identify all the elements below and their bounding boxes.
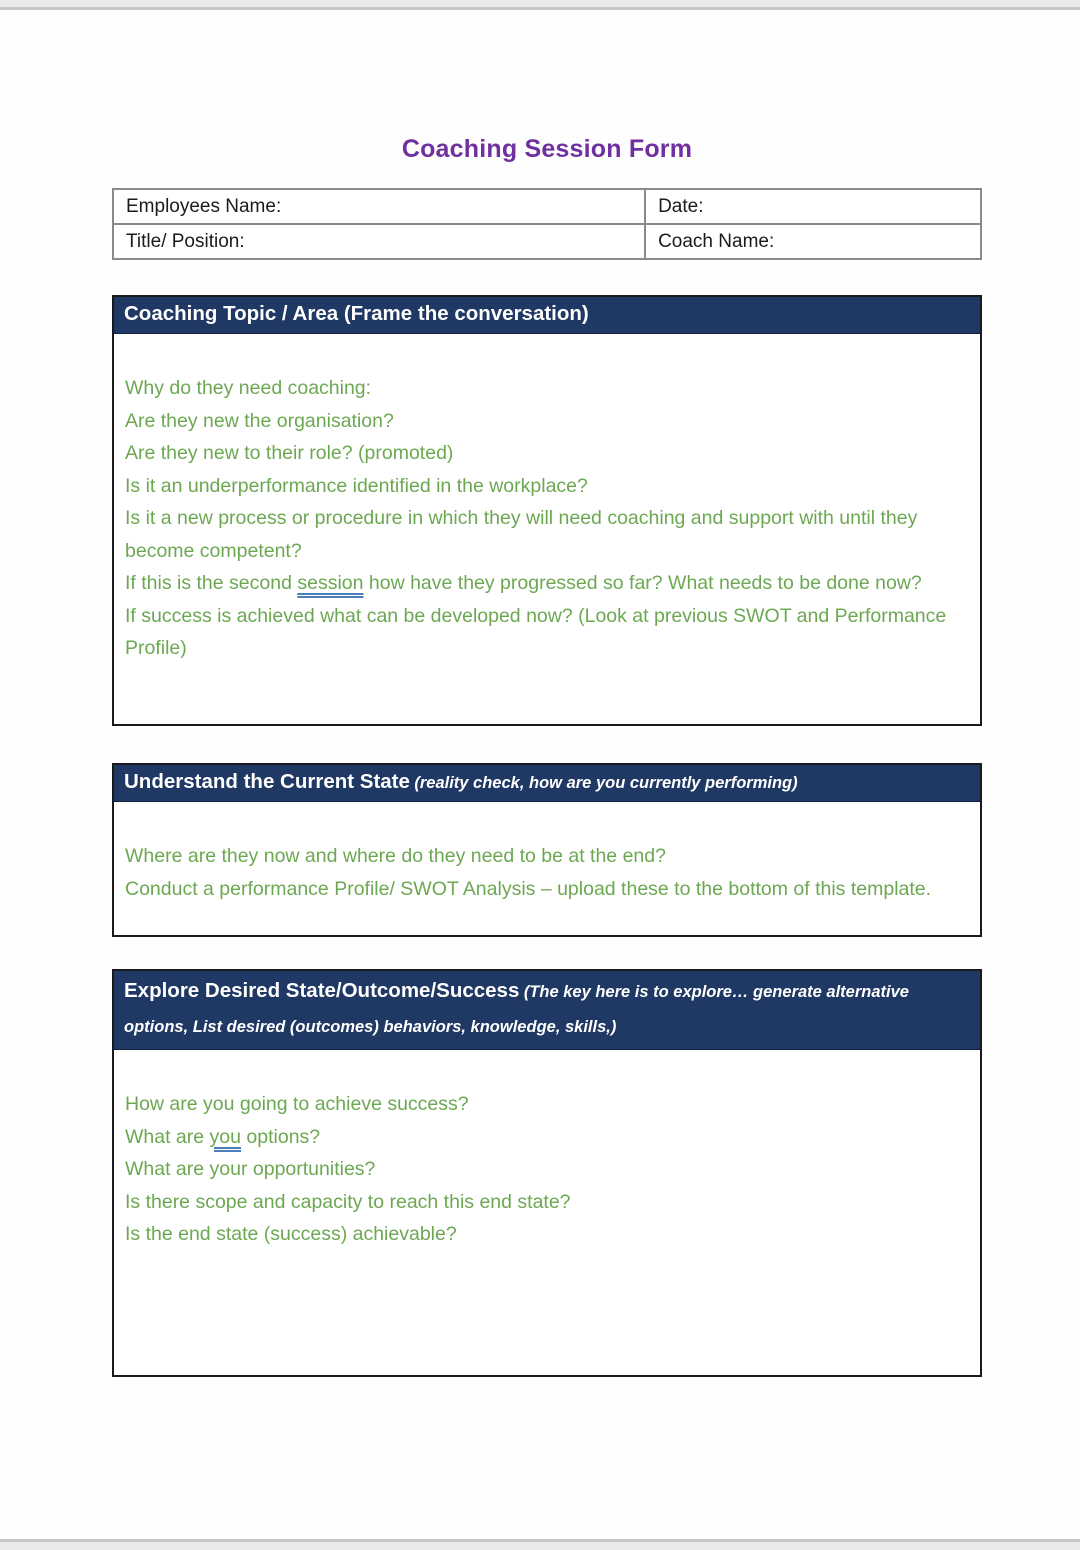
prompt-line: Are they new to their role? (promoted) <box>125 442 454 464</box>
prompt-line: What are your opportunities? <box>125 1158 376 1180</box>
grammar-underline-word: you <box>209 1125 241 1148</box>
grammar-underline-word: session <box>297 572 364 594</box>
title-position-cell[interactable]: Title/ Position: <box>113 224 645 259</box>
section-current-state-body[interactable] <box>114 802 980 935</box>
coach-name-cell[interactable]: Coach Name: <box>645 224 981 259</box>
prompt-line: Conduct a performance Profile/ SWOT Analysis – upload these to the bottom of this template. <box>125 877 932 900</box>
page-content <box>112 0 982 1377</box>
prompt-line: If success is achieved what can be developed now? (Look at previous SWOT and Performance Profile) <box>125 604 947 659</box>
info-table <box>112 188 982 260</box>
bottom-scroll-edge <box>0 1539 1080 1550</box>
date-cell[interactable]: Date: <box>645 189 981 224</box>
prompt-line: Why do they need coaching: <box>125 377 372 399</box>
page-title: Coaching Session Form <box>401 135 693 163</box>
section-title: Coaching Topic / Area (Frame the conversation) <box>124 302 589 325</box>
section-coaching-topic-body[interactable] <box>114 334 980 724</box>
prompt-line: If this is the second session how have they progressed so far? What needs to be done now? <box>125 572 922 594</box>
prompt-line: Is there scope and capacity to reach this end state? <box>125 1190 571 1213</box>
section-current-state <box>112 763 982 937</box>
section-subtitle: (reality check, how are you currently performing) <box>414 774 798 792</box>
prompt-line: Is it a new process or procedure in which they will need coaching and support with until they become competent? <box>125 507 918 562</box>
section-coaching-topic-header <box>114 297 980 334</box>
section-desired-state <box>112 969 982 1377</box>
section-title: Understand the Current State <box>124 770 410 793</box>
section-desired-state-body[interactable] <box>114 1050 980 1375</box>
prompt-line: How are you going to achieve success? <box>125 1093 469 1115</box>
prompt-line: Is it an underperformance identified in the workplace? <box>125 474 588 497</box>
prompt-line: Where are they now and where do they need to be at the end? <box>125 845 666 867</box>
section-current-state-header <box>114 765 980 802</box>
section-title: Explore Desired State/Outcome/Success <box>124 979 520 1002</box>
section-desired-state-header <box>114 971 980 1050</box>
employees-name-cell[interactable]: Employees Name: <box>113 189 645 224</box>
section-subtitle: (The key here is to explore… generate alternative options, List desired (outcomes) behaviors, knowledge, skills,) <box>124 983 909 1036</box>
section-coaching-topic <box>112 295 982 726</box>
prompt-line: Are they new the organisation? <box>125 409 394 432</box>
table-row <box>113 224 981 259</box>
prompt-line: What are you options? <box>125 1125 321 1148</box>
table-row <box>113 189 981 224</box>
prompt-line: Is the end state (success) achievable? <box>125 1223 457 1245</box>
